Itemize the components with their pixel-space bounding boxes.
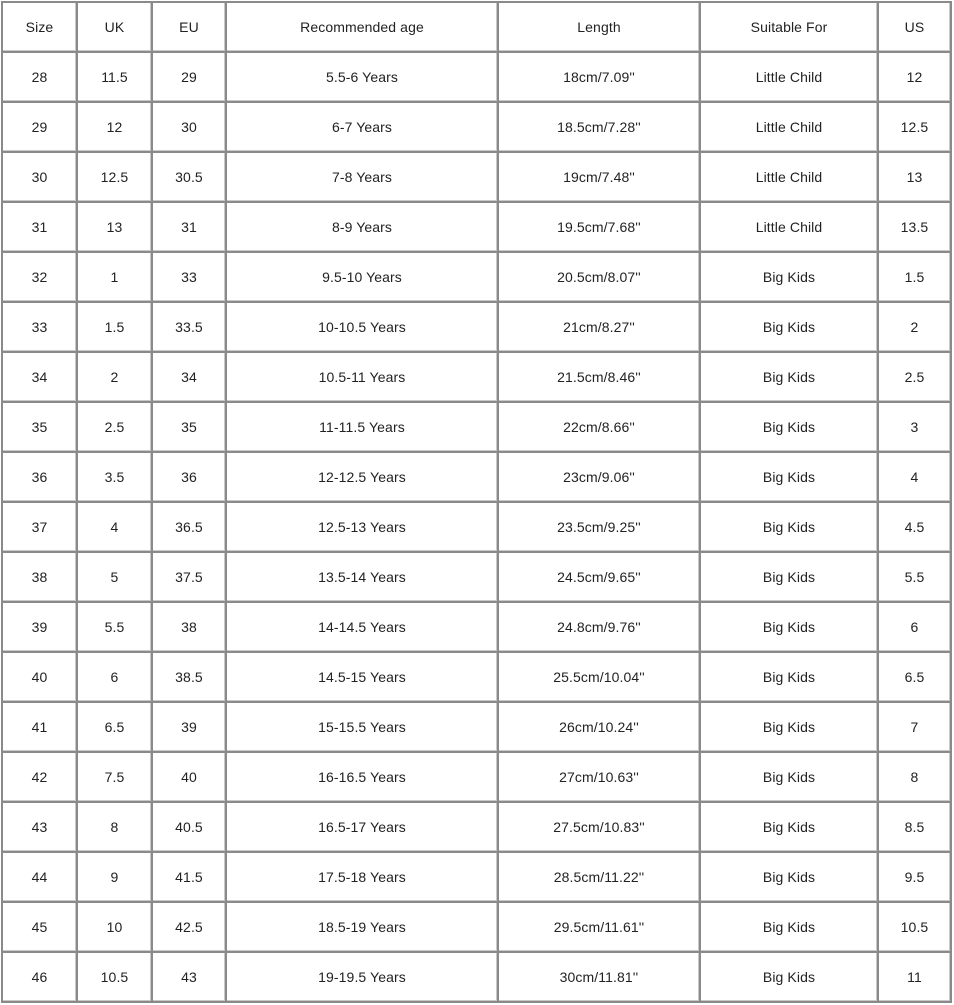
header-us: US — [879, 3, 952, 53]
cell-uk: 5.5 — [78, 603, 153, 653]
cell-eu: 40.5 — [153, 803, 227, 853]
cell-size: 31 — [3, 203, 78, 253]
cell-uk: 2 — [78, 353, 153, 403]
header-row — [3, 3, 952, 53]
cell-recommended-age: 9.5-10 Years — [227, 253, 499, 303]
cell-us: 12.5 — [879, 103, 952, 153]
cell-eu: 35 — [153, 403, 227, 453]
cell-suitable-for: Big Kids — [701, 803, 879, 853]
table-row — [3, 553, 952, 603]
header-size: Size — [3, 3, 78, 53]
cell-size: 34 — [3, 353, 78, 403]
cell-length: 21.5cm/8.46'' — [499, 353, 701, 403]
cell-length: 30cm/11.81'' — [499, 953, 701, 1003]
cell-length: 19.5cm/7.68'' — [499, 203, 701, 253]
cell-length: 19cm/7.48'' — [499, 153, 701, 203]
cell-uk: 13 — [78, 203, 153, 253]
cell-uk: 11.5 — [78, 53, 153, 103]
table-row — [3, 353, 952, 403]
cell-eu: 30 — [153, 103, 227, 153]
cell-eu: 40 — [153, 753, 227, 803]
cell-eu: 30.5 — [153, 153, 227, 203]
cell-size: 42 — [3, 753, 78, 803]
cell-eu: 31 — [153, 203, 227, 253]
table-row — [3, 753, 952, 803]
cell-length: 26cm/10.24'' — [499, 703, 701, 753]
cell-size: 40 — [3, 653, 78, 703]
cell-uk: 8 — [78, 803, 153, 853]
cell-size: 44 — [3, 853, 78, 903]
cell-suitable-for: Little Child — [701, 153, 879, 203]
cell-eu: 38 — [153, 603, 227, 653]
table-body — [3, 53, 952, 1003]
table-row — [3, 453, 952, 503]
cell-suitable-for: Big Kids — [701, 753, 879, 803]
cell-size: 32 — [3, 253, 78, 303]
size-chart-table — [1, 1, 952, 1003]
table-row — [3, 53, 952, 103]
table-row — [3, 653, 952, 703]
cell-eu: 38.5 — [153, 653, 227, 703]
cell-eu: 37.5 — [153, 553, 227, 603]
cell-size: 33 — [3, 303, 78, 353]
cell-length: 28.5cm/11.22'' — [499, 853, 701, 903]
cell-eu: 33.5 — [153, 303, 227, 353]
cell-us: 5.5 — [879, 553, 952, 603]
table-row — [3, 603, 952, 653]
cell-uk: 3.5 — [78, 453, 153, 503]
cell-uk: 12.5 — [78, 153, 153, 203]
table-row — [3, 403, 952, 453]
cell-length: 23cm/9.06'' — [499, 453, 701, 503]
cell-length: 25.5cm/10.04'' — [499, 653, 701, 703]
cell-length: 20.5cm/8.07'' — [499, 253, 701, 303]
cell-length: 27.5cm/10.83'' — [499, 803, 701, 853]
cell-length: 24.8cm/9.76'' — [499, 603, 701, 653]
cell-suitable-for: Big Kids — [701, 503, 879, 553]
cell-suitable-for: Big Kids — [701, 703, 879, 753]
cell-us: 4 — [879, 453, 952, 503]
table-row — [3, 153, 952, 203]
cell-uk: 10 — [78, 903, 153, 953]
cell-suitable-for: Little Child — [701, 203, 879, 253]
cell-suitable-for: Big Kids — [701, 903, 879, 953]
cell-recommended-age: 18.5-19 Years — [227, 903, 499, 953]
cell-us: 1.5 — [879, 253, 952, 303]
cell-us: 10.5 — [879, 903, 952, 953]
cell-us: 11 — [879, 953, 952, 1003]
cell-recommended-age: 5.5-6 Years — [227, 53, 499, 103]
cell-uk: 7.5 — [78, 753, 153, 803]
cell-us: 12 — [879, 53, 952, 103]
cell-recommended-age: 12.5-13 Years — [227, 503, 499, 553]
cell-size: 30 — [3, 153, 78, 203]
table-row — [3, 503, 952, 553]
cell-us: 6 — [879, 603, 952, 653]
cell-recommended-age: 17.5-18 Years — [227, 853, 499, 903]
cell-size: 46 — [3, 953, 78, 1003]
table-row — [3, 303, 952, 353]
cell-length: 24.5cm/9.65'' — [499, 553, 701, 603]
cell-size: 45 — [3, 903, 78, 953]
cell-recommended-age: 14.5-15 Years — [227, 653, 499, 703]
table-row — [3, 803, 952, 853]
cell-eu: 34 — [153, 353, 227, 403]
cell-recommended-age: 11-11.5 Years — [227, 403, 499, 453]
cell-uk: 1 — [78, 253, 153, 303]
header-uk: UK — [78, 3, 153, 53]
cell-suitable-for: Big Kids — [701, 253, 879, 303]
cell-eu: 36.5 — [153, 503, 227, 553]
cell-us: 13.5 — [879, 203, 952, 253]
header-length: Length — [499, 3, 701, 53]
cell-uk: 1.5 — [78, 303, 153, 353]
cell-eu: 42.5 — [153, 903, 227, 953]
cell-uk: 2.5 — [78, 403, 153, 453]
cell-size: 38 — [3, 553, 78, 603]
cell-us: 8.5 — [879, 803, 952, 853]
cell-us: 8 — [879, 753, 952, 803]
cell-us: 9.5 — [879, 853, 952, 903]
cell-recommended-age: 12-12.5 Years — [227, 453, 499, 503]
cell-suitable-for: Big Kids — [701, 653, 879, 703]
cell-length: 21cm/8.27'' — [499, 303, 701, 353]
table-row — [3, 953, 952, 1003]
cell-eu: 33 — [153, 253, 227, 303]
cell-size: 29 — [3, 103, 78, 153]
cell-suitable-for: Big Kids — [701, 603, 879, 653]
cell-eu: 43 — [153, 953, 227, 1003]
cell-us: 6.5 — [879, 653, 952, 703]
cell-size: 36 — [3, 453, 78, 503]
cell-suitable-for: Little Child — [701, 103, 879, 153]
header-recommended-age: Recommended age — [227, 3, 499, 53]
cell-uk: 4 — [78, 503, 153, 553]
cell-length: 18.5cm/7.28'' — [499, 103, 701, 153]
cell-size: 37 — [3, 503, 78, 553]
cell-eu: 39 — [153, 703, 227, 753]
cell-suitable-for: Big Kids — [701, 553, 879, 603]
cell-suitable-for: Big Kids — [701, 403, 879, 453]
table-row — [3, 703, 952, 753]
cell-eu: 41.5 — [153, 853, 227, 903]
table-row — [3, 103, 952, 153]
cell-us: 3 — [879, 403, 952, 453]
cell-size: 28 — [3, 53, 78, 103]
cell-size: 41 — [3, 703, 78, 753]
cell-uk: 6 — [78, 653, 153, 703]
cell-recommended-age: 13.5-14 Years — [227, 553, 499, 603]
cell-recommended-age: 8-9 Years — [227, 203, 499, 253]
header-eu: EU — [153, 3, 227, 53]
cell-eu: 29 — [153, 53, 227, 103]
cell-recommended-age: 16.5-17 Years — [227, 803, 499, 853]
cell-uk: 5 — [78, 553, 153, 603]
cell-length: 18cm/7.09'' — [499, 53, 701, 103]
cell-length: 23.5cm/9.25'' — [499, 503, 701, 553]
cell-uk: 12 — [78, 103, 153, 153]
cell-recommended-age: 6-7 Years — [227, 103, 499, 153]
cell-us: 13 — [879, 153, 952, 203]
cell-length: 22cm/8.66'' — [499, 403, 701, 453]
cell-suitable-for: Big Kids — [701, 453, 879, 503]
cell-length: 27cm/10.63'' — [499, 753, 701, 803]
cell-us: 2.5 — [879, 353, 952, 403]
cell-recommended-age: 7-8 Years — [227, 153, 499, 203]
cell-suitable-for: Big Kids — [701, 353, 879, 403]
cell-size: 39 — [3, 603, 78, 653]
cell-uk: 9 — [78, 853, 153, 903]
table-row — [3, 253, 952, 303]
cell-length: 29.5cm/11.61'' — [499, 903, 701, 953]
cell-recommended-age: 10-10.5 Years — [227, 303, 499, 353]
table-row — [3, 203, 952, 253]
cell-eu: 36 — [153, 453, 227, 503]
cell-uk: 6.5 — [78, 703, 153, 753]
cell-suitable-for: Little Child — [701, 53, 879, 103]
cell-us: 4.5 — [879, 503, 952, 553]
cell-us: 7 — [879, 703, 952, 753]
cell-suitable-for: Big Kids — [701, 853, 879, 903]
cell-recommended-age: 14-14.5 Years — [227, 603, 499, 653]
header-suitable-for: Suitable For — [701, 3, 879, 53]
cell-us: 2 — [879, 303, 952, 353]
cell-recommended-age: 16-16.5 Years — [227, 753, 499, 803]
cell-size: 43 — [3, 803, 78, 853]
cell-recommended-age: 15-15.5 Years — [227, 703, 499, 753]
cell-size: 35 — [3, 403, 78, 453]
cell-recommended-age: 19-19.5 Years — [227, 953, 499, 1003]
cell-suitable-for: Big Kids — [701, 953, 879, 1003]
table-row — [3, 903, 952, 953]
cell-suitable-for: Big Kids — [701, 303, 879, 353]
table-row — [3, 853, 952, 903]
cell-recommended-age: 10.5-11 Years — [227, 353, 499, 403]
cell-uk: 10.5 — [78, 953, 153, 1003]
